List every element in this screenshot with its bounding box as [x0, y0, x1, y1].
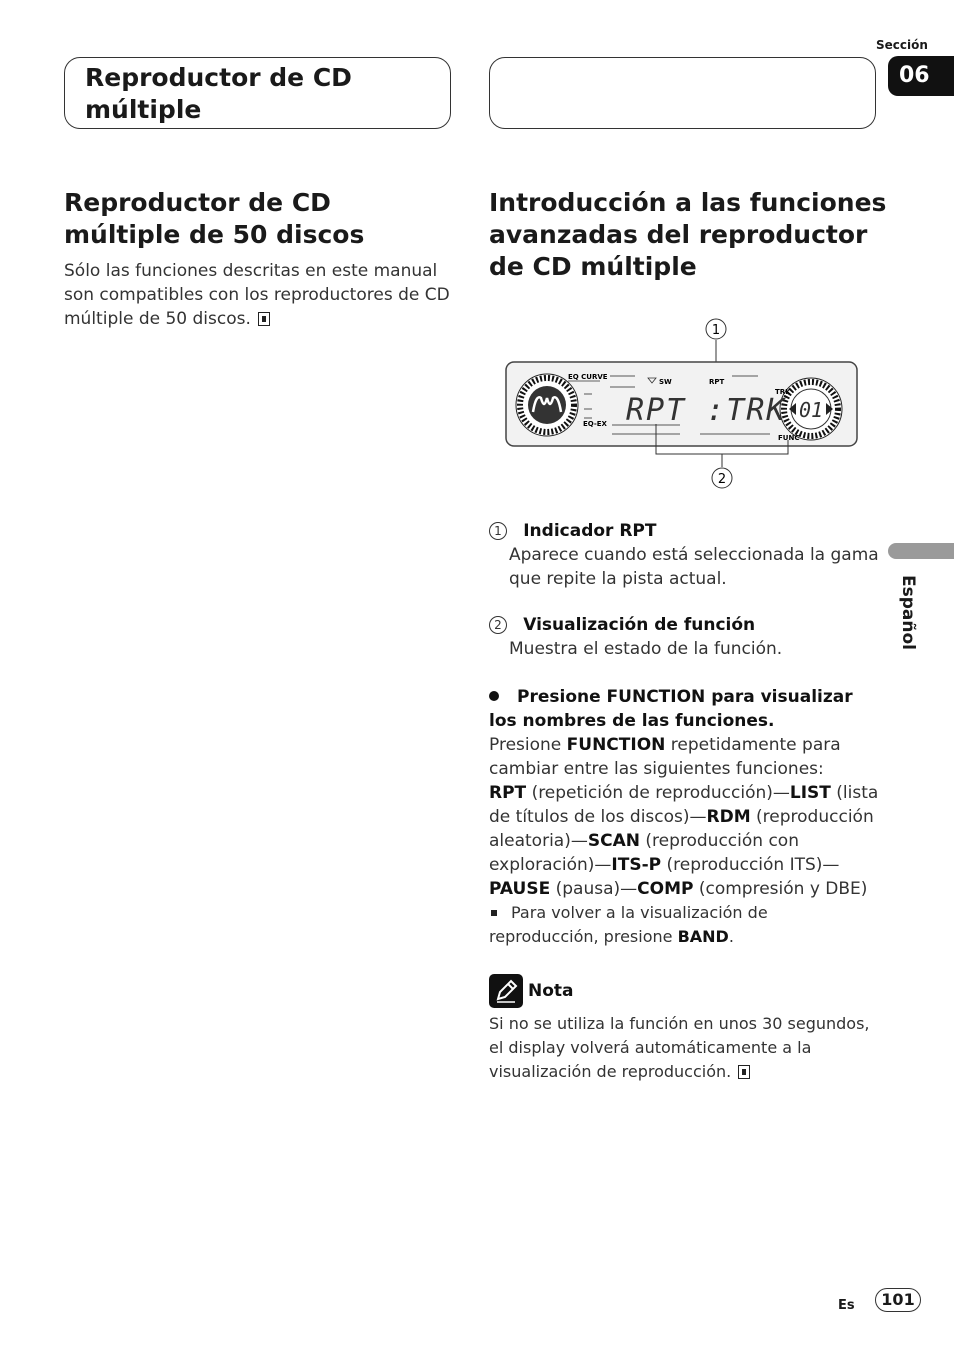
key-list: LIST [789, 783, 831, 803]
display-illustration [500, 312, 870, 492]
key-band: BAND [677, 927, 729, 946]
small-note [489, 901, 879, 949]
header-title: Reproductor de CD múltiple [85, 63, 352, 124]
note-text: Si no se utiliza la función en unos 30 segundos, el display volverá automáticamente a la visualización de reproducción. [489, 1014, 870, 1081]
item-1-desc: Aparece cuando está seleccionada la gama que repite la pista actual. [509, 545, 879, 589]
bullet-p1: Presione [489, 735, 562, 755]
item-1 [489, 519, 879, 591]
item-2 [489, 613, 879, 661]
note-body [489, 1012, 879, 1084]
bullet-title: Presione FUNCTION para visualizar los nombres de las funciones. [489, 687, 853, 731]
key-rdm: RDM [706, 807, 751, 827]
track-number: 01 [798, 398, 824, 422]
note-pencil-icon [489, 974, 523, 1008]
header-box-right [489, 57, 876, 129]
key-pause: PAUSE [489, 879, 551, 899]
left-heading: Reproductor de CD múltiple de 50 discos [64, 188, 365, 249]
display-main-text: RPT :TRK [626, 393, 787, 428]
label-rpt: RPT [709, 378, 725, 386]
side-tab-language: Español [898, 575, 918, 650]
small-square-icon [491, 910, 497, 916]
key-scan: SCAN [587, 831, 640, 851]
label-sw: SW [659, 378, 672, 386]
text-rpt: (repetición de reproducción)— [531, 783, 790, 803]
end-mark-icon [258, 312, 270, 326]
small-note-text: Para volver a la visualización de reproducción, presione [489, 903, 768, 946]
note-title: Nota [528, 981, 574, 1001]
side-tab-bar [888, 543, 954, 559]
header-box-left [64, 57, 451, 129]
key-its-p: ITS-P [611, 855, 662, 875]
text-rdm: (reproducción aleatoria)— [489, 807, 874, 851]
bullet-body [489, 733, 879, 901]
label-eq-curve: EQ CURVE [568, 373, 608, 381]
bullet-dot-icon [489, 691, 499, 701]
left-body-text: Sólo las funciones descritas en este manual son compatibles con los reproductores de CD múltiple de 50 discos. [64, 261, 450, 329]
key-function: FUNCTION [566, 735, 666, 755]
small-note-end: . [728, 927, 734, 946]
text-list: (lista de títulos de los discos)— [489, 783, 879, 827]
text-its-p: (reproducción ITS)— [666, 855, 840, 875]
label-trk: TRK [775, 388, 791, 396]
section-number-tab: 06 [888, 56, 954, 96]
right-heading: Introducción a las funciones avanzadas del reproductor de CD múltiple [489, 188, 887, 281]
text-pause: (pausa)— [555, 879, 638, 899]
end-mark-icon [738, 1065, 750, 1079]
footer-lang: Es [838, 1298, 855, 1313]
text-scan: (reproducción con exploración)— [489, 831, 799, 875]
item-2-title: Visualización de función [523, 615, 756, 635]
bullet-p2: repetidamente para cambiar entre las siguientes funciones: [489, 735, 841, 779]
label-func: FUNC [778, 434, 800, 442]
left-body [64, 259, 450, 331]
callout-1-num: 1 [711, 323, 721, 338]
label-eq-ex: EQ-EX [583, 420, 607, 428]
item-1-number: 1 [489, 522, 507, 540]
key-rpt: RPT [489, 783, 527, 803]
callout-2-num: 2 [717, 472, 727, 487]
section-label: Sección [876, 38, 928, 52]
page-number: 101 [875, 1288, 921, 1312]
item-2-number: 2 [489, 616, 507, 634]
item-1-title: Indicador RPT [523, 521, 657, 541]
text-comp: (compresión y DBE) [698, 879, 868, 899]
key-comp: COMP [637, 879, 694, 899]
left-dial-icon [516, 374, 578, 436]
item-2-desc: Muestra el estado de la función. [509, 639, 783, 659]
bullet-section [489, 685, 879, 949]
